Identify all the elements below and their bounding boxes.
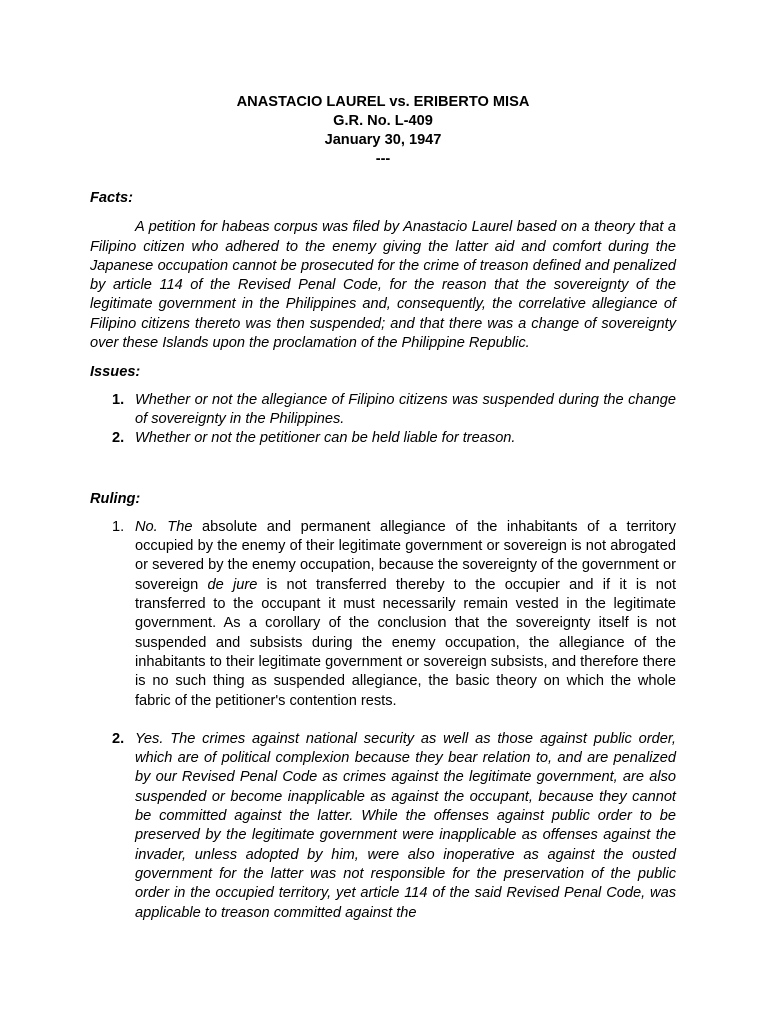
case-title: ANASTACIO LAUREL vs. ERIBERTO MISA [236, 94, 530, 110]
ruling-item [90, 730, 676, 923]
issue-number: 2. [112, 430, 125, 447]
header-separator: --- [375, 151, 391, 167]
ruling-text: Yes. The crimes against national security as well as those against public order, which are of political complexion because they bear relation to, and are penalized by our Revised Penal Code as crimes against the legitimate government, are also suspended or become inapplicable as against the occupant, because they cannot be committed against the latter. While the offenses against public order to be preserved by the legitimate government were inapplicable as offenses against the invader, unless adopted by him, were also inoperative as against the ousted government for the latter was not responsible for the preservation of the public order in the occupied territory, yet article 114 of the said Revised Penal Code, was applicable to treason committed against the [135, 730, 676, 921]
ruling-lead: No. The [135, 518, 193, 535]
ruling-text-part1: absolute and permanent allegiance of the inhabitants of a territory occupied by the enemy of their legitimate government or sovereign is not abrogated or severed by the enemy occupation, because the sovereignty of the government or sovereign [135, 518, 676, 593]
case-header [90, 93, 676, 169]
ruling-number: 2. [112, 730, 125, 747]
ruling-emphasis: de jure [207, 576, 258, 593]
ruling-list [90, 518, 676, 923]
issue-text: Whether or not the petitioner can be held liable for treason. [135, 430, 516, 447]
ruling-text-part2: is not transferred thereby to the occupier and if it is not transferred to the occupant it must necessarily remain vested in the legitimate government. As a corollary of the conclusion that the sovereignty itself is not suspended and subsists during the enemy occupation, the allegiance of the inhabitants to their legitimate government or sovereign subsists, and therefore there is no such thing as suspended allegiance, the basic theory on which the whole fabric of the petitioner's contention rests. [135, 576, 676, 709]
issue-number: 1. [112, 391, 125, 408]
case-date: January 30, 1947 [324, 132, 442, 148]
facts-paragraph: A petition for habeas corpus was filed by Anastacio Laurel based on a theory that a Filipino citizen who adhered to the enemy giving the latter aid and comfort during the Japanese occupation cannot be prosecuted for the crime of treason defined and penalized by article 114 of the Revised Penal Code, for the reason that the sovereignty of the legitimate government in the Philippines and, consequently, the correlative allegiance of Filipino citizens thereto was then suspended; and that there was a change of sovereignty over these Islands upon the proclamation of the Philippine Republic. [90, 219, 676, 352]
facts-heading: Facts: [90, 190, 133, 206]
issue-text: Whether or not the allegiance of Filipino citizens was suspended during the change of sovereignty in the Philippines. [135, 391, 676, 427]
ruling-text [135, 518, 676, 711]
case-gr-number: G.R. No. L-409 [333, 113, 433, 129]
issue-item [90, 429, 676, 448]
ruling-item [90, 518, 676, 711]
issue-item [90, 391, 676, 430]
issues-list [90, 391, 676, 449]
ruling-heading: Ruling: [90, 490, 141, 507]
ruling-number: 1. [112, 518, 125, 535]
issues-heading: Issues: [90, 364, 141, 381]
document-page [90, 93, 676, 923]
